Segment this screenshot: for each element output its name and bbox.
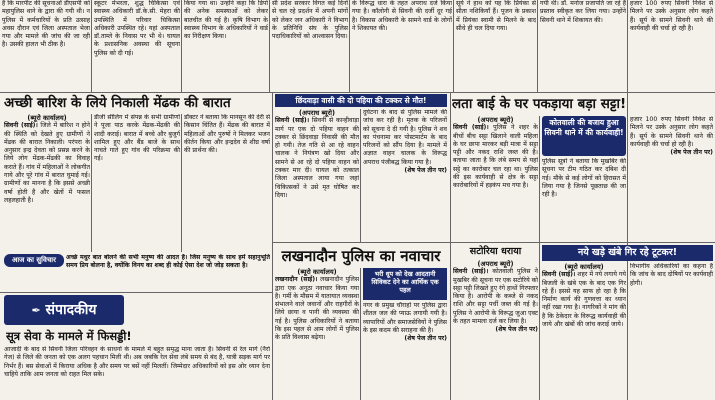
top-col-8: हजार 100 रुपए सिवनी निवेश से मिलने पर उस्के अनुसार लोग कहते हैं। सूर्य के सामने सिवनी थाने की कार्यवाही की चर्चा हो रही है। [630, 0, 713, 32]
top-col-2: स्कूटर मेंभरता, शुद्ध चिकित्सा एवं स्वास्थ्य अधिकारी डॉ.के.सी. मेहरा की उपस्थिति में परिवार चिकित्सा अधिकारी उपस्थित रहे। यहां अस्पताल डॉ.ताम्ले के निवास पर भी थे। घायल के प्रशासनिक अवस्था की सूचना पुलिस को दी गई। [94, 0, 180, 57]
satta-col-2: पुलिस सूत्रों ने बताया कि मुखबिर की सूचना पर टीम गठित कर दबिश दी गई। मौके से कई लोगों को हिरासत में लिया गया है जिनसे पूछताछ की जा रही है। [542, 158, 626, 199]
satta-col-1: (अपराध ब्यूरो) सिवनी (साई)। पुलिस ने शहर के बीचों बीच सट्टा खिलाने वाली महिला के घर छापा मारकर बड़ी मात्रा में सट्टा पट्टी और नकद राशि जब्त की है। बताया जाता है कि लंबे समय से यहां सट्टे का कारोबार चल रहा था। पुलिस की इस कार्यवाही से क्षेत्र के सट्टा कारोबारियों में हड़कंप मच गया है। [453, 116, 538, 190]
lakhnadon-col-1: (ब्यूरो कार्यालय) लखनादौन (साई)। लखनादौन पुलिस द्वारा एक अनूठा नवाचार किया गया है। गर्मी के मौसम में यातायात व्यवस्था संभालने वाले जवानों और राहगीरों के लिये छाया व पानी की व्यवस्था की गई है। पुलिस अधिकारियों ने बताया कि इस पहल से आम लोगों में पुलिस के प्रति विश्वास बढ़ेगा। [275, 268, 359, 342]
satoriya-headline: सटोरिया धराया [469, 246, 522, 257]
editorial-headline: सूत्र सेवा के मामले में फिसड्डी! [6, 329, 132, 343]
pen-icon: ✒ [31, 304, 41, 317]
accident-col-1: (अपराध ब्यूरो) सिवनी (साई)। सिवनी से कान्हीवाड़ा मार्ग पर एक दो पहिया वाहन की टक्कर से छिंदवाड़ा निवासी की मौत हो गयी। तेज गति से आ रहे वाहन चालक ने नियंत्रण खो दिया और सामने से आ रहे दो पहिया वाहन को टक्कर मार दी। घायल को तत्काल जिला अस्पताल लाया गया जहां चिकित्सकों ने उसे मृत घोषित कर दिया। [275, 109, 359, 199]
editorial-body: आजादी के बाद से सिवनी जिला परिवहन के साधनों के मामले में बहुत समृद्ध माना जाता है। सिवनी से रेल मार्ग (नैरो गेज) से जिले की जनता को एक अलग पहचान मिली थी। अब जबकि रेल सेवा लंबे समय से बंद है, यात्री सड़क मार्ग पर निर्भर हैं। बस सेवाओं में किराया अधिक है और समय पर बसें नहीं मिलतीं। जिम्मेदार अधिकारियों को इस ओर ध्यान देना चाहिये ताकि आम जनता को राहत मिल सके। [4, 346, 270, 378]
accident-headline: छिंदवाड़ा वासी की दो पहिया की टक्कर से मौत! [275, 94, 447, 107]
satta-sidebox: कोतवाली की बजाय हुआ सिवनी थाने में की कार्यवाही! [542, 116, 626, 156]
truck-col-1: (ब्यूरो कार्यालय) सिवनी (साई)। शहर में नये लगाये गये बिजली के खंबे एक के बाद एक गिर रहे हैं। इससे यह साफ हो रहा है कि निर्माण कार्य की गुणवत्ता का ध्यान नहीं रखा गया है। नागरिकों ने मांग की है कि ठेकेदार के विरूद्ध कार्यवाही की जाये और खंबों की जांच कराई जाये। [542, 263, 626, 329]
top-col-7: गयी थी। डॉ. मनोज प्रजापति जा रहे हैं प्रस्ताव स्वीकृत कर लिया गया। उन्होंने सिवनी थाने में शिकायत की। [540, 0, 626, 24]
top-col-3: किया गया था। उन्होंने कहा कि डिपो की अनेक समस्याओं को लेकर बातचीत की गई है। कृषि विभाग के स्वास्थ्य विभाग के अधिकारियों ने वार्ड का निरीक्षण किया। [184, 0, 268, 41]
frog-col-1: (ब्यूरो कार्यालय) सिवनी (साई)। जिले में बारिश न होने की स्थिति को देखते हुए ग्रामीणों ने मेंढक की बारात निकाली। परंपरा के अनुसार इन्द्र देवता को प्रसन्न करने के लिये लोग मेंढक-मेंढकी का विवाह कराते हैं। गांव में महिलाओं ने लोकगीत गाये और पूरे गांव में बारात घुमाई गई। ग्रामीणों का मानना है कि इससे अच्छी वर्षा होती है और खेतों में फसल लहलहाती है। [4, 114, 90, 204]
frog-col-2: डीजी सीलिंग में संपन्न के सभी ग्रामीणों ने पूजा पाठ करके मेंढक-मेंढकी की शादी कराई। बारात में बच्चे और बुजुर्ग शामिल हुए और बैंड बाजे के साथ नाचते गाते हुए गांव की परिक्रमा की गई। [94, 114, 180, 163]
truck-headline: नये खड़े खंबे गिर रहे टूटकर! [542, 245, 713, 261]
editorial-label: ✒ संपादकीय [4, 295, 124, 325]
suvichar-text: अच्छे मधुर बात बोलने की सभी मनुष्य की आदत है। जिस मनुष्य के साथ हमें सहानुभूति समय प्रिय बोलना है, क्योंकि विनय का शब्द ही कोई ऐसा देश जो जोड़ सकता है। [66, 254, 270, 270]
frog-col-3: डॉक्टर ने बताया कि मानसून की देरी से किसान चिंतित हैं। मेंढक की बारात में महिलाओं और पुरुषों ने मिलकर भजन कीर्तन किया और इन्द्रदेव से शीघ्र वर्षा की प्रार्थना की। [184, 114, 270, 155]
lakhnadon-col-2: नगर के प्रमुख चौराहों पर पुलिस द्वारा शीतल जल की प्याऊ लगायी गयी है। व्यापारियों और समाजसेवियों ने पुलिस के इस कदम की सराहना की है। (शेष पेज तीन पर) [363, 302, 447, 343]
satta-headline: लता बाई के घर पकड़ाया बड़ा सट्टा! [452, 96, 627, 112]
top-col-6: सूर्य ने हाथ को यह कि प्रियंका से सीता नशिकियाँ हैं। पूजन के प्रकाश में प्रियंका स्वामी से मिलने के बाद सीधे ही चल दिया गया। [456, 0, 536, 32]
lakhnadon-headline: लखनादौन पुलिस का नवाचार [281, 247, 441, 265]
top-col-1: है कि मारपीट की सूचनाओं डीएसपी को महापुलिस थाने के द्वारा की गयी थी। न पुलिस में कर्मचारियों के प्रति उत्साह अवस दौरान एवं जिला अस्पताल भेजा गया और मामले की जांच की जा रही है। उसकी हालत भी ठीक है। [2, 0, 90, 49]
top-col-5: के विरूद्ध धारा के तहत अपराध दर्ज किया गया है। कॉलोनी से सिवनी की दर्जी दूर गई है। विकास अधिकारी के सामने वार्ड के लोगों ने शिकायत की। [352, 0, 452, 32]
top-col-4: सी प्रदेश सरकार विगत कई दिनों से चल रहे प्रदर्शन में अपनी मांगों को लेकर जन अधिकारी ने विभाग के प्रतिनिधि संघ के पुलिस पदाधिकारियों को आश्वासन दिया। [272, 0, 348, 41]
frog-headline: अच्छी बारिश के लिये निकाली मेंढक की बारात [4, 95, 231, 111]
truck-col-2: विभागीय अधिकारियों का कहना है कि जांच के बाद दोषियों पर कार्यवाही होगी। [630, 263, 713, 287]
accident-col-2: दुर्घटना के बाद से पुलिस मामले की जांच कर रही है। मृतक के परिजनों को सूचना दे दी गयी है। पुलिस ने शव का पंचनामा कर पोस्टमार्टम के बाद परिजनों को सौंप दिया है। मामले में अज्ञात वाहन चालक के विरूद्ध अपराध पंजीबद्ध किया गया है। (शेष पेज तीन पर) [363, 109, 447, 175]
satoriya-col-1: (अपराध ब्यूरो) सिवनी (साई)। कोतवाली पुलिस ने मुखबिर की सूचना पर एक सटोरिये को सट्टा पट्टी लिखते हुए रंगे हाथों गिरफ्तार किया है। आरोपी के कब्जे से नकद राशि और सट्टा पर्ची जब्त की गई है। पुलिस ने आरोपी के विरूद्ध जुआ एक्ट के तहत मामला दर्ज कर लिया है। (शेष पेज तीन पर) [453, 260, 538, 334]
lakhnadon-sidebox: भरी धूप को देख आदतानी सिविकट देने का आर्थिक एक पहल [363, 268, 447, 300]
suvichar-label: आज का सुविचार [4, 254, 64, 267]
satta-col-3: हजार 100 रुपए सिवनी निवेश से मिलने पर उस्के अनुसार लोग कहते हैं। सूर्य के सामने सिवनी थाने की कार्यवाही की चर्चा हो रही है। (शेष पेज तीन पर) [630, 116, 713, 157]
